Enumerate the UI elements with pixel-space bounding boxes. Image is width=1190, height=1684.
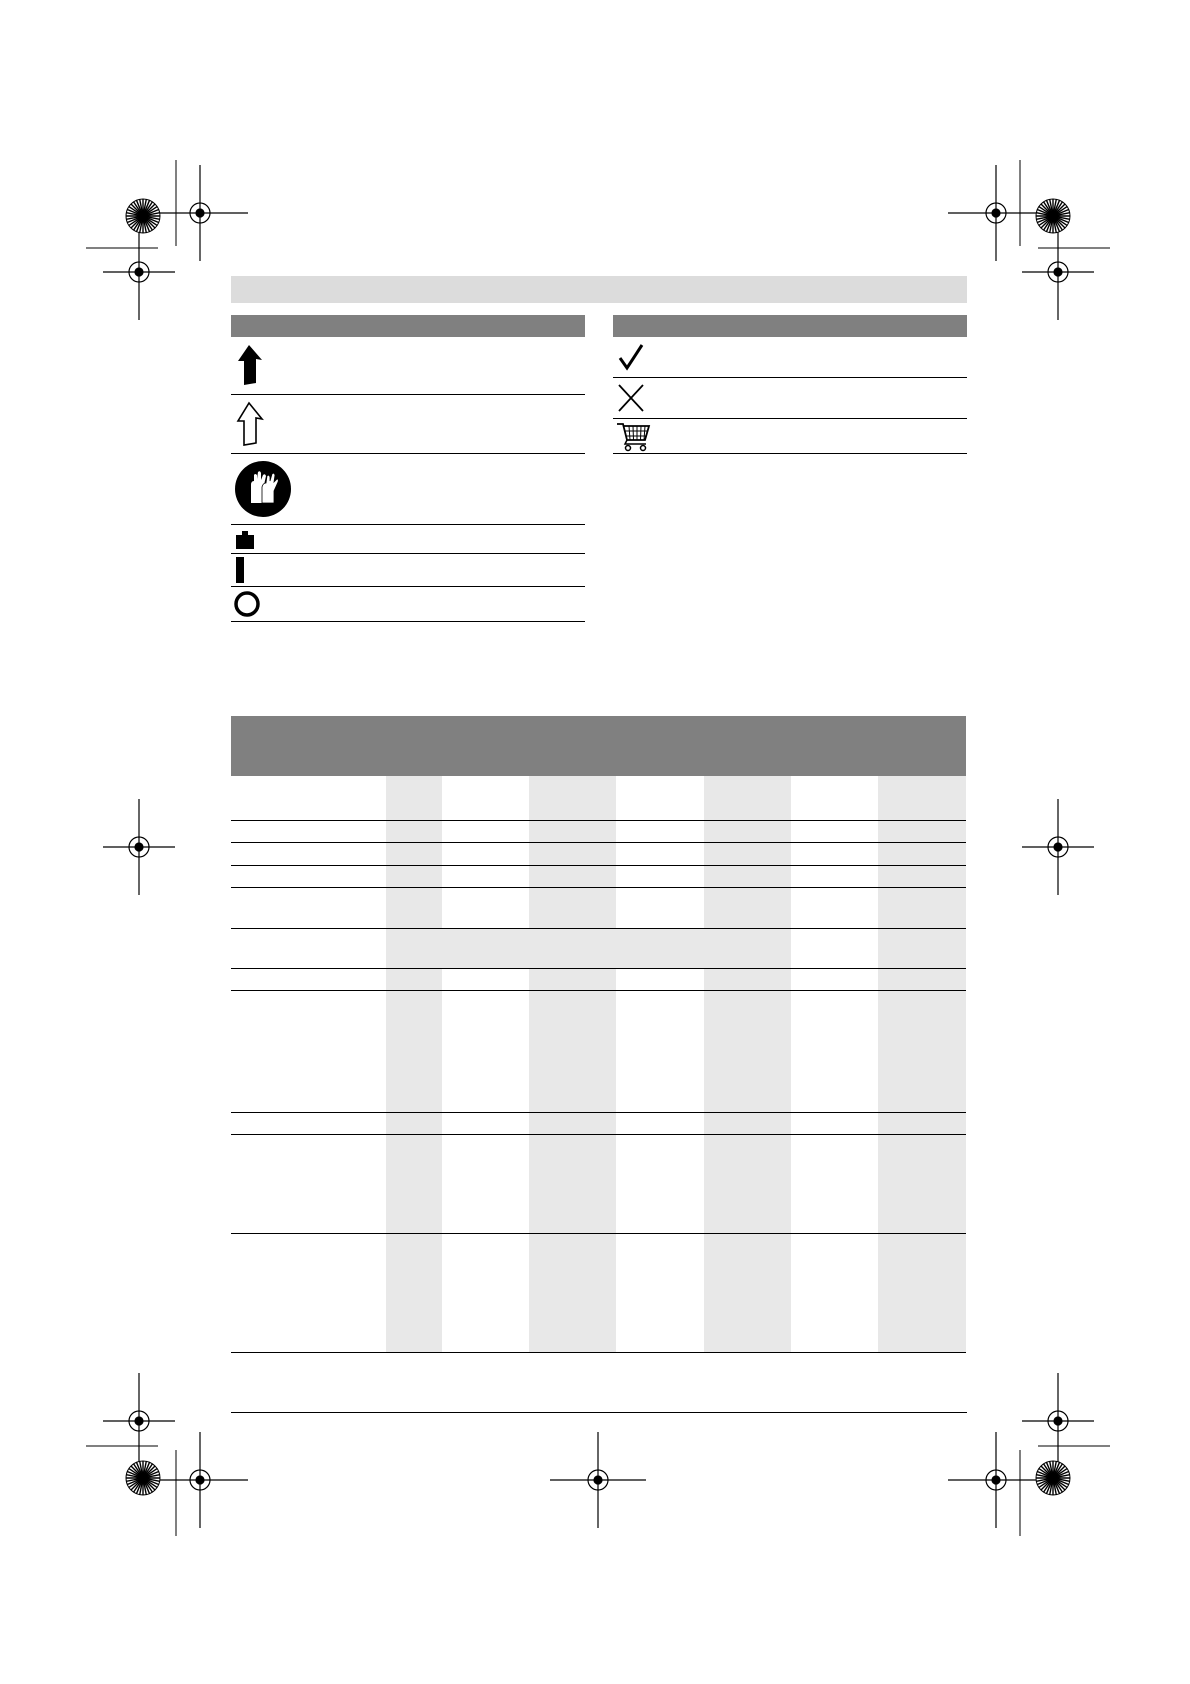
table-row — [231, 820, 966, 821]
legend-right-panel — [613, 315, 967, 455]
table-column-shade — [529, 776, 616, 1352]
battery-icon — [234, 555, 248, 585]
table-row — [231, 842, 966, 843]
table-row — [231, 968, 966, 969]
checkmark-icon — [616, 342, 646, 372]
wear-gloves-icon — [233, 459, 293, 519]
legend-row-cross — [613, 378, 967, 419]
table-row — [231, 928, 966, 929]
legend-row-check — [613, 337, 967, 378]
table-row — [231, 1352, 966, 1353]
footer-text — [231, 1416, 967, 1432]
legend-left-panel — [231, 315, 585, 623]
table-column-shade — [386, 776, 442, 1352]
legend-row-battery — [231, 554, 585, 587]
header-band — [231, 276, 967, 303]
legend-row-gloves — [231, 454, 585, 525]
table-header — [231, 716, 966, 776]
legend-row-circle — [231, 587, 585, 622]
table-row — [231, 1134, 966, 1135]
table-row — [231, 865, 966, 866]
legend-right-heading — [613, 315, 967, 337]
legend-left-heading — [231, 315, 585, 337]
table-merged-cell — [386, 928, 791, 968]
outline-arrow-up-icon — [235, 401, 265, 449]
legend-row-weight — [231, 525, 585, 554]
table-row — [231, 1233, 966, 1234]
weight-icon — [234, 529, 256, 551]
legend-row-outline-arrow — [231, 395, 585, 454]
table-row — [231, 887, 966, 888]
shopping-cart-icon — [615, 420, 653, 452]
legend-row-cart — [613, 419, 967, 454]
table-column-shade — [878, 776, 966, 1352]
table-row — [231, 1112, 966, 1113]
legend-row-filled-arrow — [231, 337, 585, 395]
filled-arrow-up-icon — [235, 343, 265, 387]
cross-icon — [616, 382, 646, 414]
footer-rule — [231, 1412, 967, 1413]
table-column-shade — [704, 776, 791, 1352]
circle-icon — [233, 590, 261, 618]
table-row — [231, 990, 966, 991]
